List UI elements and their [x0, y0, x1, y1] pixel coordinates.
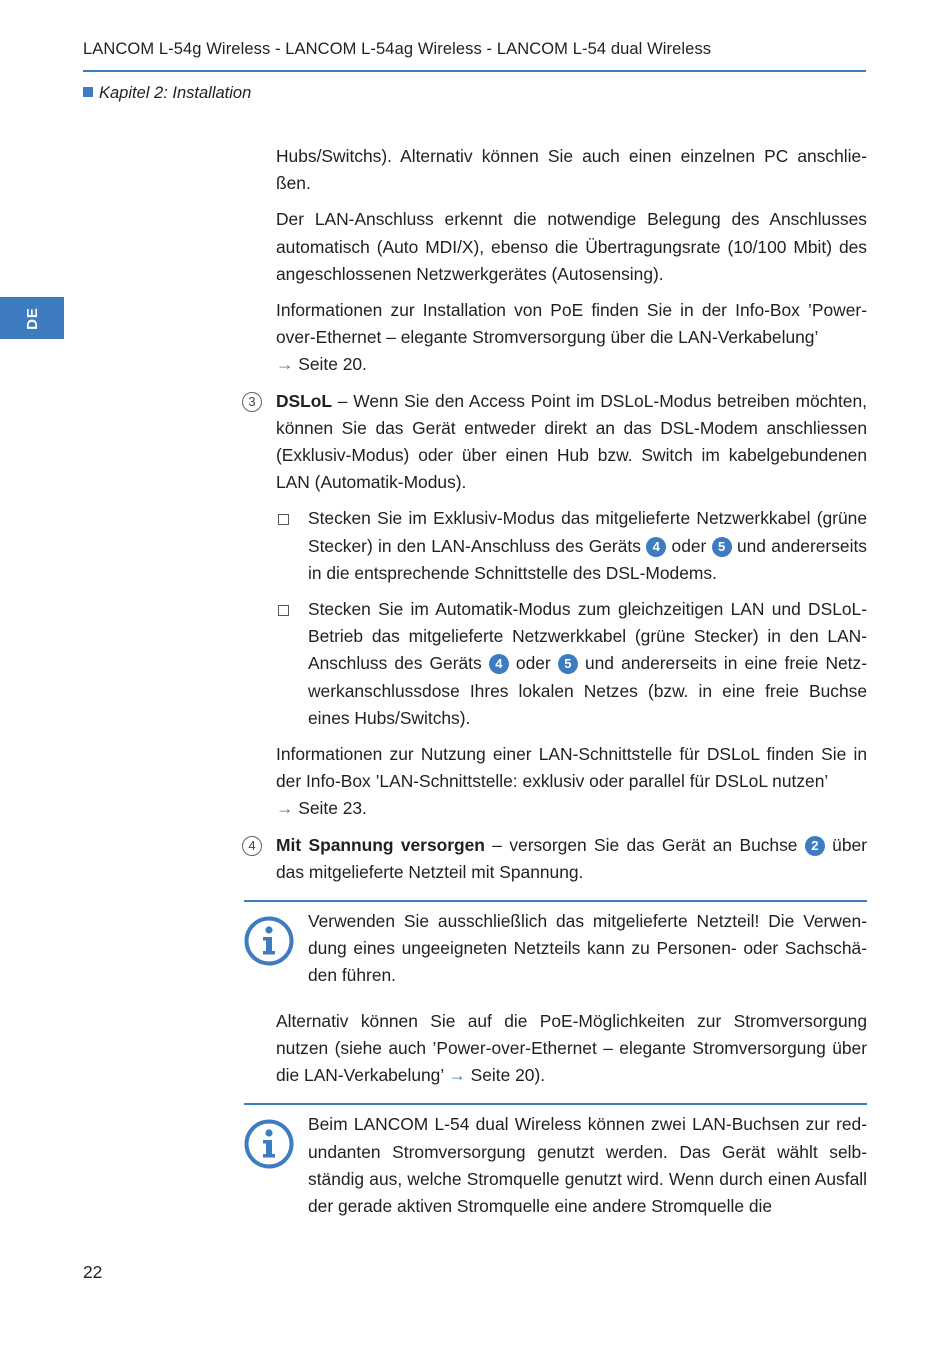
step-power — [248, 832, 867, 886]
step-text: – Wenn Sie den Access Point im DSLoL-Modus betreiben möchten, können Sie das Gerät entweder direkt an das DSL-Modem anschliessen (Exklusiv-Modus) oder über einen Hub bzw. Switch im kabelgebundenen LAN (Automatik-Modus). — [276, 390, 867, 493]
chapter-label: Kapitel 2: Installation — [99, 84, 252, 102]
chapter-square-icon — [83, 87, 93, 97]
port-badge: 5 — [558, 654, 578, 674]
paragraph-lan-port: Der LAN-Anschluss erkennt die notwendige Belegung des Anschlusses automatisch (Auto MDI/X), ebenso die Übertragungsrate (10/100 Mbit) des angeschlossenen Netzwerkgerätes (Autosensing). — [276, 209, 867, 284]
paragraph-poe-info — [276, 297, 867, 379]
port-badge: 4 — [489, 654, 509, 674]
checkbox-bullet-icon — [278, 514, 289, 525]
page-reference-link[interactable]: Seite 20). — [470, 1065, 546, 1086]
info-icon — [244, 1119, 294, 1169]
bullet-automatik — [276, 596, 867, 732]
page-reference-link[interactable]: Seite 20. — [298, 354, 367, 375]
step-text: über das mitgelieferte Netzteil mit Spannung. — [276, 834, 867, 882]
step-dslol — [248, 388, 867, 497]
info-note-power-supply — [244, 900, 867, 990]
bullet-text: Stecken Sie im Automatik-Modus zum gleichzeitigen LAN und DSLoL-Betrieb das mitgelieferte Netzwerkkabel (grüne Stecker) in den LAN-Anschluss des Geräts — [308, 599, 867, 674]
paragraph-hubs: Hubs/Switchs). Alternativ können Sie auch einen einzelnen PC anschlie-ßen. — [276, 146, 867, 194]
dslol-info-text: Informationen zur Nutzung einer LAN-Schnittstelle für DSLoL finden Sie in der Info-Box ’LAN-Schnittstelle: exklusiv oder parallel für DSLoL nutzen’ — [276, 744, 867, 792]
step-title: Mit Spannung versorgen — [276, 834, 485, 855]
paragraph-dslol-info — [276, 741, 867, 823]
language-tab-label: DE — [23, 306, 41, 330]
arrow-icon: → — [276, 354, 294, 375]
bullet-text: Stecken Sie im Exklusiv-Modus das mitgelieferte Netzwerkkabel (grüne Stecker) in den LAN-Anschluss des Geräts — [308, 508, 867, 556]
bullet-exklusiv — [276, 505, 867, 587]
step-text: – versorgen Sie das Gerät an Buchse — [484, 834, 805, 855]
header-title: LANCOM L-54g Wireless - LANCOM L-54ag Wireless - LANCOM L-54 dual Wireless — [83, 40, 712, 58]
note-text: Beim LANCOM L-54 dual Wireless können zwei LAN-Buchsen zur red-undanten Stromversorgung genutzt werden. Das Gerät wählt selb-ständig aus, welche Stromquelle genutzt wird. Wenn durch einen Ausfall der gerade aktiven Stromquelle eine andere Stromquelle die — [308, 1114, 867, 1216]
bullet-text: oder — [666, 535, 712, 556]
bullet-text: oder — [508, 653, 558, 674]
arrow-icon: → — [448, 1065, 466, 1086]
main-content — [248, 143, 867, 1238]
port-badge: 2 — [805, 836, 825, 856]
port-badge: 5 — [712, 537, 732, 557]
chapter-heading — [83, 84, 251, 103]
language-tab — [0, 297, 64, 339]
poe-alt-text: Alternativ können Sie auf die PoE-Möglichkeiten zur Stromversorgung nutzen (siehe auch ’Power-over-Ethernet – elegante Stromversorgung über die LAN-Verkabelung’ — [276, 1010, 867, 1086]
paragraph-poe-alternative — [276, 1008, 867, 1090]
bullet-text: und andererseits in eine freie Netz-werkanschlussdose Ihres lokalen Netzes (bzw. in eine freie Buchse eines Hubs/Switchs). — [308, 653, 867, 728]
bullet-text: und andererseits in die entsprechende Schnittstelle des DSL-Modems. — [308, 535, 867, 583]
info-icon — [244, 916, 294, 966]
poe-info-text: Informationen zur Installation von PoE finden Sie in der Info-Box ’Power-over-Ethernet – elegante Stromversorgung über die LAN-Verkabelung’ — [276, 300, 867, 348]
info-note-dual-wireless — [244, 1103, 867, 1220]
checkbox-bullet-icon — [278, 605, 289, 616]
page-number: 22 — [83, 1262, 103, 1282]
arrow-icon: → — [276, 798, 294, 819]
page-reference-link[interactable]: Seite 23. — [298, 798, 367, 819]
step-number-badge: 4 — [242, 836, 262, 856]
port-badge: 4 — [646, 537, 666, 557]
note-text: Verwenden Sie ausschließlich das mitgelieferte Netzteil! Die Verwen-dung eines ungeeigneten Netzteils kann zu Personen- oder Sachschä-den führen. — [308, 911, 867, 986]
step-number-badge: 3 — [242, 392, 262, 412]
step-title: DSLoL — [276, 390, 333, 411]
header-rule — [83, 70, 866, 72]
